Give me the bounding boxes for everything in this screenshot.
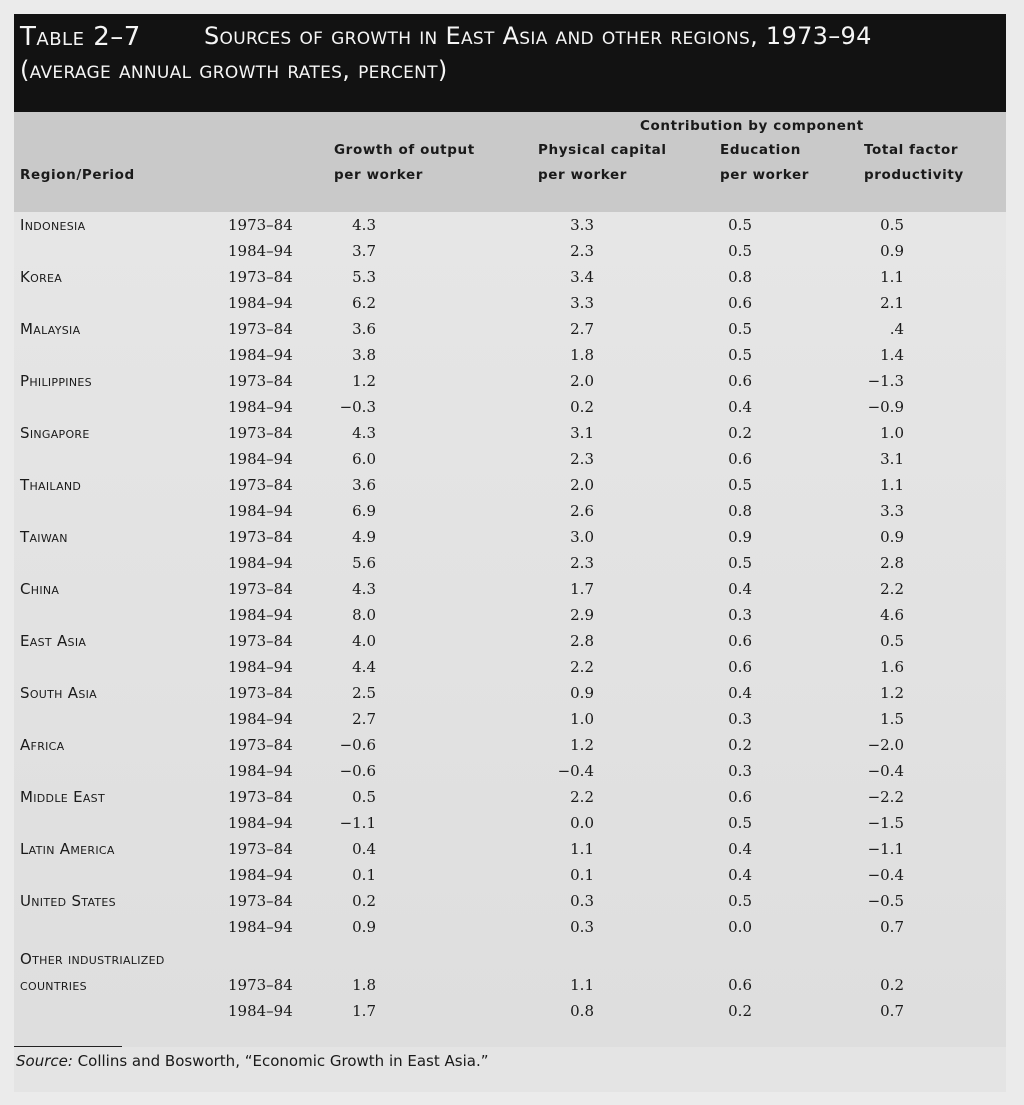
education-cell: 0.5	[728, 346, 752, 364]
capital-cell: 1.0	[570, 710, 594, 728]
period-cell: 1973–84	[228, 528, 293, 546]
table-row	[14, 862, 1006, 888]
table-header	[14, 112, 1006, 212]
tfp-cell: 1.1	[880, 476, 904, 494]
education-cell: 0.2	[728, 736, 752, 754]
table-row	[14, 212, 1006, 238]
period-cell: 1984–94	[228, 242, 293, 260]
output-cell: 3.7	[352, 242, 376, 260]
table-row	[14, 576, 1006, 602]
table-row	[14, 290, 1006, 316]
output-cell: 4.0	[352, 632, 376, 650]
tfp-cell: −1.5	[867, 814, 904, 832]
education-cell: 0.4	[728, 398, 752, 416]
region-cell: China	[20, 580, 60, 598]
capital-cell: 1.1	[570, 976, 594, 994]
tfp-cell: 1.1	[880, 268, 904, 286]
table-row	[14, 914, 1006, 940]
education-cell: 0.5	[728, 814, 752, 832]
period-cell: 1984–94	[228, 918, 293, 936]
education-cell: 0.4	[728, 840, 752, 858]
capital-cell: −0.4	[557, 762, 594, 780]
table-row	[14, 732, 1006, 758]
output-cell: −0.3	[339, 398, 376, 416]
period-cell: 1973–84	[228, 684, 293, 702]
table-body	[14, 212, 1006, 1047]
education-cell: 0.2	[728, 1002, 752, 1020]
education-cell: 0.6	[728, 658, 752, 676]
region-cell: Middle East	[20, 788, 105, 806]
source-text: Collins and Bosworth, “Economic Growth in East Asia.”	[72, 1052, 489, 1070]
tfp-cell: 1.6	[880, 658, 904, 676]
header-region-period: Region/Period	[20, 167, 135, 183]
header-education-line2: per worker	[720, 167, 810, 183]
capital-cell: 2.3	[570, 450, 594, 468]
table-row	[14, 836, 1006, 862]
region-cell: Taiwan	[20, 528, 68, 546]
table-row	[14, 946, 1006, 972]
tfp-cell: 2.2	[880, 580, 904, 598]
header-output-line2: per worker	[334, 167, 424, 183]
capital-cell: 2.0	[570, 476, 594, 494]
capital-cell: 2.3	[570, 554, 594, 572]
table-title: Sources of growth in East Asia and other regions, 1973–94	[204, 22, 872, 50]
table-row	[14, 264, 1006, 290]
table-subtitle: (average annual growth rates, percent)	[20, 56, 448, 84]
tfp-cell: 1.4	[880, 346, 904, 364]
period-cell: 1973–84	[228, 320, 293, 338]
output-cell: 3.6	[352, 320, 376, 338]
tfp-cell: −2.0	[867, 736, 904, 754]
capital-cell: 0.3	[570, 892, 594, 910]
capital-cell: 3.0	[570, 528, 594, 546]
tfp-cell: 0.9	[880, 242, 904, 260]
education-cell: 0.5	[728, 242, 752, 260]
capital-cell: 3.3	[570, 294, 594, 312]
tfp-cell: −0.4	[867, 866, 904, 884]
tfp-cell: 0.9	[880, 528, 904, 546]
output-cell: 0.5	[352, 788, 376, 806]
table-row	[14, 888, 1006, 914]
period-cell: 1984–94	[228, 814, 293, 832]
table-row	[14, 680, 1006, 706]
education-cell: 0.3	[728, 710, 752, 728]
region-cell: Thailand	[20, 476, 82, 494]
capital-cell: 0.1	[570, 866, 594, 884]
education-cell: 0.5	[728, 892, 752, 910]
header-output-line1: Growth of output	[334, 142, 475, 158]
capital-cell: 1.8	[570, 346, 594, 364]
header-tfp-line2: productivity	[864, 167, 964, 183]
capital-cell: 2.7	[570, 320, 594, 338]
tfp-cell: .4	[889, 320, 904, 338]
education-cell: 0.5	[728, 216, 752, 234]
tfp-cell: −1.3	[867, 372, 904, 390]
table-row	[14, 420, 1006, 446]
period-cell: 1984–94	[228, 762, 293, 780]
period-cell: 1973–84	[228, 372, 293, 390]
output-cell: 6.9	[352, 502, 376, 520]
period-cell: 1973–84	[228, 840, 293, 858]
education-cell: 0.0	[728, 918, 752, 936]
output-cell: 1.2	[352, 372, 376, 390]
table-row	[14, 368, 1006, 394]
output-cell: 4.9	[352, 528, 376, 546]
period-cell: 1984–94	[228, 710, 293, 728]
period-cell: 1973–84	[228, 788, 293, 806]
period-cell: 1973–84	[228, 892, 293, 910]
output-cell: 3.6	[352, 476, 376, 494]
source-label: Source:	[16, 1052, 73, 1070]
source-divider	[14, 1046, 122, 1047]
education-cell: 0.6	[728, 450, 752, 468]
tfp-cell: 4.6	[880, 606, 904, 624]
output-cell: 0.4	[352, 840, 376, 858]
education-cell: 0.9	[728, 528, 752, 546]
tfp-cell: 2.8	[880, 554, 904, 572]
table-row	[14, 342, 1006, 368]
capital-cell: 2.0	[570, 372, 594, 390]
period-cell: 1973–84	[228, 216, 293, 234]
output-cell: 0.9	[352, 918, 376, 936]
education-cell: 0.5	[728, 554, 752, 572]
table-page	[14, 14, 1006, 1092]
capital-cell: 2.3	[570, 242, 594, 260]
region-cell: Indonesia	[20, 216, 86, 234]
period-cell: 1984–94	[228, 294, 293, 312]
region-cell: Korea	[20, 268, 63, 286]
period-cell: 1973–84	[228, 580, 293, 598]
education-cell: 0.3	[728, 762, 752, 780]
capital-cell: 2.2	[570, 788, 594, 806]
source-note	[16, 1052, 489, 1070]
period-cell: 1984–94	[228, 606, 293, 624]
table-number: Table 2–7	[20, 22, 141, 52]
output-cell: 4.3	[352, 216, 376, 234]
capital-cell: 0.0	[570, 814, 594, 832]
capital-cell: 0.2	[570, 398, 594, 416]
tfp-cell: 1.2	[880, 684, 904, 702]
period-cell: 1973–84	[228, 976, 293, 994]
table-row	[14, 394, 1006, 420]
capital-cell: 3.3	[570, 216, 594, 234]
table-row	[14, 784, 1006, 810]
output-cell: 4.3	[352, 424, 376, 442]
output-cell: 1.7	[352, 1002, 376, 1020]
output-cell: 2.7	[352, 710, 376, 728]
table-row	[14, 810, 1006, 836]
period-cell: 1984–94	[228, 502, 293, 520]
table-row	[14, 316, 1006, 342]
period-cell: 1973–84	[228, 476, 293, 494]
capital-cell: 0.9	[570, 684, 594, 702]
header-capital-line1: Physical capital	[538, 142, 667, 158]
education-cell: 0.6	[728, 788, 752, 806]
capital-cell: 3.1	[570, 424, 594, 442]
period-cell: 1973–84	[228, 424, 293, 442]
capital-cell: 1.2	[570, 736, 594, 754]
table-row	[14, 602, 1006, 628]
period-cell: 1984–94	[228, 346, 293, 364]
table-row	[14, 472, 1006, 498]
period-cell: 1984–94	[228, 658, 293, 676]
header-education-line1: Education	[720, 142, 801, 158]
region-cell: South Asia	[20, 684, 98, 702]
tfp-cell: 3.1	[880, 450, 904, 468]
region-cell: countries	[20, 976, 87, 994]
education-cell: 0.4	[728, 684, 752, 702]
education-cell: 0.6	[728, 632, 752, 650]
region-cell: Africa	[20, 736, 65, 754]
period-cell: 1973–84	[228, 268, 293, 286]
capital-cell: 1.7	[570, 580, 594, 598]
output-cell: 4.3	[352, 580, 376, 598]
education-cell: 0.3	[728, 606, 752, 624]
table-row	[14, 628, 1006, 654]
capital-cell: 2.2	[570, 658, 594, 676]
table-row	[14, 524, 1006, 550]
table-row	[14, 498, 1006, 524]
output-cell: 0.2	[352, 892, 376, 910]
output-cell: 3.8	[352, 346, 376, 364]
capital-cell: 1.1	[570, 840, 594, 858]
table-row	[14, 706, 1006, 732]
education-cell: 0.4	[728, 580, 752, 598]
period-cell: 1984–94	[228, 554, 293, 572]
region-cell: Latin America	[20, 840, 115, 858]
table-row	[14, 654, 1006, 680]
region-cell: East Asia	[20, 632, 87, 650]
tfp-cell: −1.1	[867, 840, 904, 858]
region-cell: Malaysia	[20, 320, 81, 338]
header-tfp-line1: Total factor	[864, 142, 959, 158]
tfp-cell: 0.7	[880, 1002, 904, 1020]
table-row	[14, 758, 1006, 784]
education-cell: 0.4	[728, 866, 752, 884]
education-cell: 0.8	[728, 268, 752, 286]
tfp-cell: 0.2	[880, 976, 904, 994]
period-cell: 1973–84	[228, 736, 293, 754]
education-cell: 0.2	[728, 424, 752, 442]
table-row	[14, 998, 1006, 1024]
tfp-cell: 0.5	[880, 632, 904, 650]
table-row	[14, 972, 1006, 998]
period-cell: 1984–94	[228, 450, 293, 468]
capital-cell: 2.9	[570, 606, 594, 624]
output-cell: 8.0	[352, 606, 376, 624]
period-cell: 1973–84	[228, 632, 293, 650]
tfp-cell: −2.2	[867, 788, 904, 806]
output-cell: −0.6	[339, 762, 376, 780]
table-row	[14, 238, 1006, 264]
education-cell: 0.8	[728, 502, 752, 520]
tfp-cell: 1.0	[880, 424, 904, 442]
education-cell: 0.5	[728, 320, 752, 338]
capital-cell: 2.6	[570, 502, 594, 520]
output-cell: −0.6	[339, 736, 376, 754]
education-cell: 0.6	[728, 294, 752, 312]
capital-cell: 0.3	[570, 918, 594, 936]
capital-cell: 2.8	[570, 632, 594, 650]
period-cell: 1984–94	[228, 866, 293, 884]
tfp-cell: 2.1	[880, 294, 904, 312]
output-cell: 1.8	[352, 976, 376, 994]
output-cell: 5.3	[352, 268, 376, 286]
header-group-contribution: Contribution by component	[640, 118, 864, 134]
output-cell: −1.1	[339, 814, 376, 832]
tfp-cell: −0.5	[867, 892, 904, 910]
table-row	[14, 446, 1006, 472]
capital-cell: 3.4	[570, 268, 594, 286]
education-cell: 0.6	[728, 372, 752, 390]
output-cell: 6.0	[352, 450, 376, 468]
tfp-cell: 1.5	[880, 710, 904, 728]
region-cell: Philippines	[20, 372, 92, 390]
region-cell: United States	[20, 892, 116, 910]
output-cell: 0.1	[352, 866, 376, 884]
tfp-cell: 0.5	[880, 216, 904, 234]
period-cell: 1984–94	[228, 1002, 293, 1020]
region-cell: Other industrialized	[20, 950, 165, 968]
title-band	[14, 14, 1006, 112]
region-cell: Singapore	[20, 424, 90, 442]
capital-cell: 0.8	[570, 1002, 594, 1020]
tfp-cell: 0.7	[880, 918, 904, 936]
tfp-cell: −0.9	[867, 398, 904, 416]
header-capital-line2: per worker	[538, 167, 628, 183]
output-cell: 5.6	[352, 554, 376, 572]
education-cell: 0.5	[728, 476, 752, 494]
output-cell: 2.5	[352, 684, 376, 702]
education-cell: 0.6	[728, 976, 752, 994]
period-cell: 1984–94	[228, 398, 293, 416]
output-cell: 4.4	[352, 658, 376, 676]
output-cell: 6.2	[352, 294, 376, 312]
tfp-cell: 3.3	[880, 502, 904, 520]
tfp-cell: −0.4	[867, 762, 904, 780]
table-row	[14, 550, 1006, 576]
